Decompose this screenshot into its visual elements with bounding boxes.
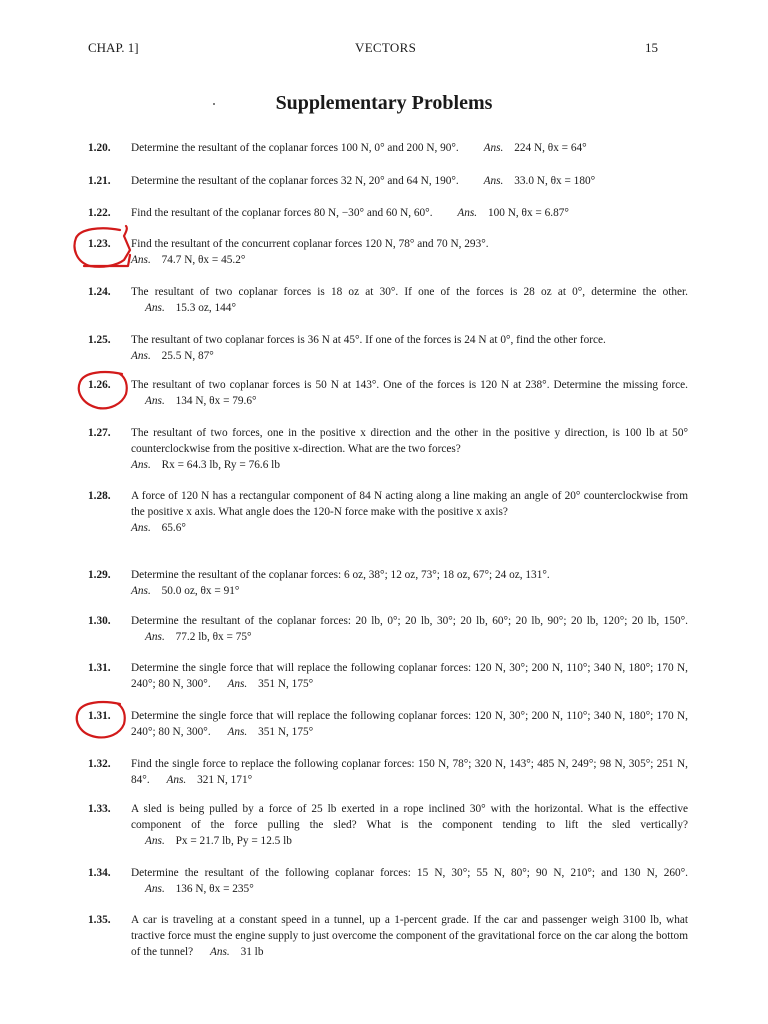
problem-number: 1.33. <box>88 803 111 815</box>
answer-label: Ans. <box>483 142 504 154</box>
problem-1-26 <box>88 377 688 409</box>
answer-label: Ans. <box>145 631 165 643</box>
problem-1-27 <box>88 425 688 473</box>
page-header <box>88 40 658 60</box>
problem-answer: 50.0 oz, θx = 91° <box>161 585 240 597</box>
problem-number: 1.29. <box>88 569 111 581</box>
problem-text: The resultant of two coplanar forces is 36 N at 45°. If one of the forces is 24 N at 0°, find the other force. <box>131 334 606 346</box>
problem-text: Determine the resultant of the coplanar forces: 6 oz, 38°; 12 oz, 73°; 18 oz, 67°; 24 oz, 131°. <box>131 569 550 581</box>
problem-text: A force of 120 N has a rectangular component of 84 N acting along a line making an angle of 20° counterclockwise from the positive x axis. What angle does the 120-N force make with the positive x axis? <box>131 490 688 518</box>
problem-answer: 33.0 N, θx = 180° <box>514 175 596 187</box>
problem-1-24 <box>88 284 688 316</box>
problem-answer: 136 N, θx = 235° <box>175 883 254 895</box>
problem-number: 1.26. <box>88 379 111 391</box>
problem-text: A car is traveling at a constant speed in a tunnel, up a 1-percent grade. If the car and passenger weigh 3100 lb, what tractive force must the engine supply to just overcome the component of the gravitational force on the car along the bottom of the tunnel? <box>131 914 688 958</box>
answer-label: Ans. <box>457 207 478 219</box>
problem-1-21 <box>88 173 688 189</box>
problem-1-22 <box>88 205 688 221</box>
problem-text: A sled is being pulled by a force of 25 lb exerted in a rope inclined 30° with the horizontal. What is the effective component of the force pulling the sled? What is the component tending to lift the sled vertically? <box>131 803 688 831</box>
problem-number: 1.31. <box>88 662 111 674</box>
problem-1-20 <box>88 140 688 156</box>
problem-text: The resultant of two coplanar forces is 18 oz at 30°. If one of the forces is 28 oz at 0°, determine the other. <box>131 286 688 298</box>
answer-label: Ans. <box>131 585 151 597</box>
answer-label: Ans. <box>131 522 151 534</box>
answer-label: Ans. <box>145 883 165 895</box>
page-title: Supplementary Problems <box>275 92 493 114</box>
problem-text: Find the single force to replace the following coplanar forces: 150 N, 78°; 320 N, 143°; 485 N, 249°; 98 N, 305°; 251 N, 84°. <box>131 758 688 786</box>
problem-1-34 <box>88 865 688 897</box>
answer-label: Ans. <box>483 175 504 187</box>
problem-text: Determine the single force that will replace the following coplanar forces: 120 N, 30°; 200 N, 110°; 340 N, 180°; 170 N, 240°; 80 N, 300°. <box>131 710 688 738</box>
problem-text: Determine the single force that will replace the following coplanar forces: 120 N, 30°; 200 N, 110°; 340 N, 180°; 170 N, 240°; 80 N, 300°. <box>131 662 688 690</box>
chapter-label: CHAP. 1] <box>88 40 139 55</box>
problem-text: Determine the resultant of the coplanar forces 100 N, 0° and 200 N, 90°. <box>131 142 459 154</box>
answer-label: Ans. <box>209 946 230 958</box>
problem-number: 1.35. <box>88 914 111 926</box>
problem-answer: 25.5 N, 87° <box>161 350 214 362</box>
problem-1-35 <box>88 912 688 960</box>
problem-1-28 <box>88 488 688 536</box>
section-title: VECTORS <box>355 40 417 55</box>
answer-label: Ans. <box>131 459 151 471</box>
answer-label: Ans. <box>145 302 165 314</box>
problem-number: 1.24. <box>88 286 111 298</box>
problem-text: Find the resultant of the concurrent coplanar forces 120 N, 78° and 70 N, 293°. <box>131 238 489 250</box>
problem-text: The resultant of two coplanar forces is 50 N at 143°. One of the forces is 120 N at 238°. Determine the missing force. <box>131 379 688 391</box>
problem-number: 1.28. <box>88 490 111 502</box>
problem-1-25 <box>88 332 688 364</box>
problem-text: The resultant of two forces, one in the positive x direction and the other in the positive y direction, is 100 lb at 50° counterclockwise from the positive x-direction. What are the two forces? <box>131 427 688 455</box>
problem-number: 1.31. <box>88 710 111 722</box>
problem-answer: 100 N, θx = 6.87° <box>487 207 569 219</box>
answer-label: Ans. <box>145 835 165 847</box>
problem-number: 1.20. <box>88 142 111 154</box>
problem-answer: 77.2 lb, θx = 75° <box>175 631 252 643</box>
problem-answer: 321 N, 171° <box>197 774 253 786</box>
problem-answer: 65.6° <box>161 522 186 534</box>
problem-answer: 74.7 N, θx = 45.2° <box>161 254 246 266</box>
problem-answer: 15.3 oz, 144° <box>175 302 236 314</box>
problem-1-31 <box>88 660 688 692</box>
problem-number: 1.27. <box>88 427 111 439</box>
problem-1-31-repeat <box>88 708 688 740</box>
problem-text: Determine the resultant of the following coplanar forces: 15 N, 30°; 55 N, 80°; 90 N, 210°; and 130 N, 260°. <box>131 867 688 879</box>
problem-text: Determine the resultant of the coplanar forces 32 N, 20° and 64 N, 190°. <box>131 175 459 187</box>
problem-1-29 <box>88 567 688 599</box>
problem-text: Determine the resultant of the coplanar forces: 20 lb, 0°; 20 lb, 30°; 20 lb, 60°; 20 lb, 90°; 20 lb, 120°; 20 lb, 150°. <box>131 615 688 627</box>
problem-number: 1.34. <box>88 867 111 879</box>
answer-label: Ans. <box>227 726 248 738</box>
problem-text: Find the resultant of the coplanar forces 80 N, −30° and 60 N, 60°. <box>131 207 433 219</box>
problem-number: 1.22. <box>88 207 111 219</box>
problem-answer: 134 N, θx = 79.6° <box>175 395 257 407</box>
problem-number: 1.23. <box>88 238 111 250</box>
problem-number: 1.21. <box>88 175 111 187</box>
answer-label: Ans. <box>166 774 187 786</box>
problem-answer: 31 lb <box>240 946 264 958</box>
answer-label: Ans. <box>131 254 151 266</box>
problem-answer: Rx = 64.3 lb, Ry = 76.6 lb <box>161 459 280 471</box>
problem-number: 1.32. <box>88 758 111 770</box>
answer-label: Ans. <box>131 350 151 362</box>
page-number: 15 <box>645 40 658 55</box>
problem-1-32 <box>88 756 688 788</box>
problem-1-33 <box>88 801 688 849</box>
problem-number: 1.25. <box>88 334 111 346</box>
problem-1-23 <box>88 236 688 268</box>
problem-answer: 224 N, θx = 64° <box>514 142 587 154</box>
problem-answer: 351 N, 175° <box>258 726 314 738</box>
problem-answer: Px = 21.7 lb, Py = 12.5 lb <box>175 835 292 847</box>
problem-answer: 351 N, 175° <box>258 678 314 690</box>
answer-label: Ans. <box>145 395 165 407</box>
answer-label: Ans. <box>227 678 248 690</box>
problem-1-30 <box>88 613 688 645</box>
problem-number: 1.30. <box>88 615 111 627</box>
